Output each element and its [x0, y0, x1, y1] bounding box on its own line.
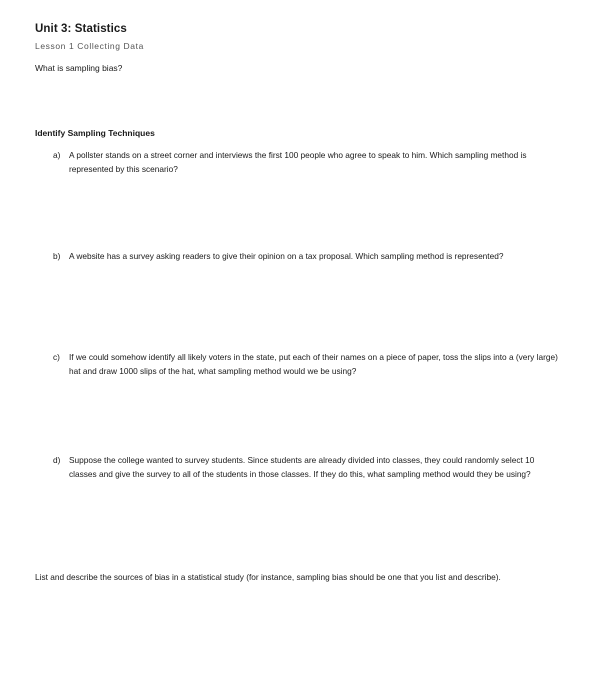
final-prompt: List and describe the sources of bias in a statistical study (for instance, sampling bias should be one that you list and describe).: [35, 572, 501, 582]
question-marker: d): [53, 455, 61, 465]
question-marker: c): [53, 352, 60, 362]
question-a: [53, 148, 558, 176]
question-text: A website has a survey asking readers to give their opinion on a tax proposal. Which sampling method is represented?: [69, 251, 504, 261]
question-d: [53, 453, 558, 481]
lesson-subtitle: Lesson 1 Collecting Data: [35, 41, 144, 51]
question-marker: b): [53, 251, 61, 261]
question-text: Suppose the college wanted to survey students. Since students are already divided into classes, they could randomly select 10 classes and give the survey to all of the students in those classes. If they do this, what sampling method would they be using?: [69, 455, 535, 479]
page-title: Unit 3: Statistics: [35, 23, 127, 35]
question-c: [53, 350, 558, 378]
question-text: A pollster stands on a street corner and interviews the first 100 people who agree to speak to him. Which sampling method is represented by this scenario?: [69, 150, 527, 174]
section-heading: Identify Sampling Techniques: [35, 128, 155, 138]
question-b: [53, 249, 558, 263]
question-text: If we could somehow identify all likely voters in the state, put each of their names on a piece of paper, toss the slips into a (very large) hat and draw 1000 slips of the hat, what sampling method would we be using?: [69, 352, 558, 376]
question-marker: a): [53, 150, 61, 160]
intro-question: What is sampling bias?: [35, 63, 123, 73]
